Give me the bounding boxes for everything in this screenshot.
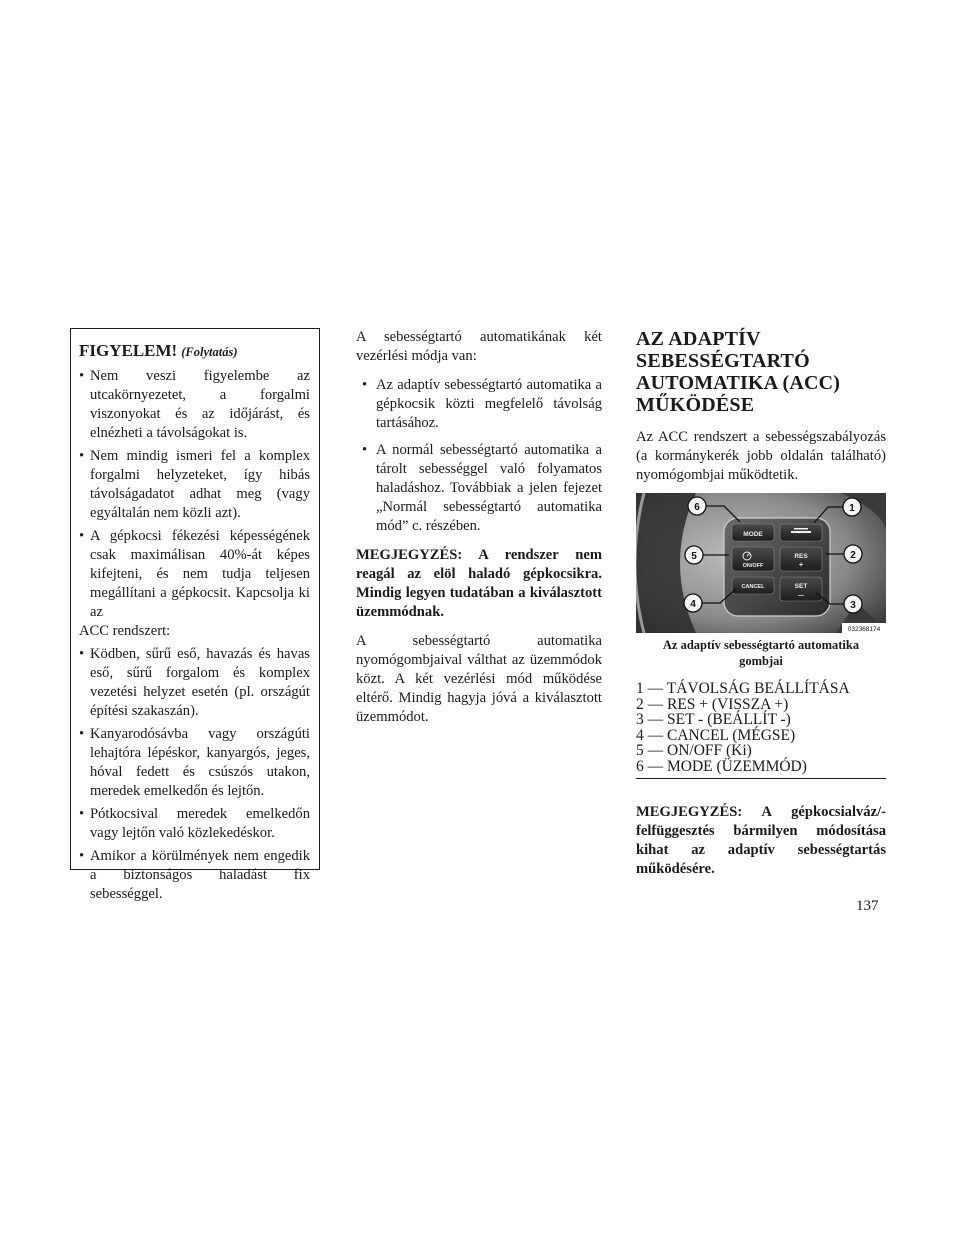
- warning-flush-line: ACC rendszert:: [79, 623, 171, 639]
- warning-title-text: FIGYELEM!: [79, 341, 178, 360]
- cancel-button-label: CANCEL: [741, 584, 765, 590]
- note-suspension: MEGJEGYZÉS: A gépkocsialváz/-felfüggesztés bármilyen módosítása kihat az adaptív sebességtartás működésére.: [636, 804, 886, 877]
- warning-box: [70, 328, 320, 902]
- legend-item: 5 — ON/OFF (Ki): [636, 742, 752, 759]
- list-item: • A gépkocsi fékezési képességének csak maximálisan 40%-át képes kifejteni, és nem tudja teljesen megállítani a gépkocsit. Kapcsolja ki az: [79, 528, 310, 620]
- warning-list-2: [79, 645, 310, 904]
- legend-item: 6 — MODE (ÜZEMMÓD): [636, 757, 807, 775]
- modes-list: [356, 376, 602, 536]
- button-legend: [636, 681, 886, 774]
- callout-6: 6: [694, 502, 700, 513]
- legend-item: 1 — TÁVOLSÁG BEÁLLÍTÁSA: [636, 680, 850, 697]
- section-heading: AZ ADAPTÍV SEBESSÉGTARTÓ AUTOMATIKA (ACC) MŰKÖDÉSE: [636, 328, 841, 416]
- list-item: • Az adaptív sebességtartó automatika a gépkocsik közti megfelelő távolság tartásához.: [362, 377, 602, 431]
- right-column: [636, 328, 886, 879]
- warning-continued: (Folytatás): [181, 345, 238, 359]
- legend-item: 4 — CANCEL (MÉGSE): [636, 726, 796, 744]
- list-item: • Kanyarodósávba vagy országúti lehajtóra lépéskor, kanyargós, jeges, hóval fedett és csúszós utakon, meredek emelkedőn és lejtőn.: [79, 726, 310, 799]
- mode-button-label: MODE: [743, 531, 763, 538]
- list-item: • Amikor a körülmények nem engedik a biztonságos haladást fix sebességgel.: [79, 848, 310, 902]
- page-number: 137: [856, 898, 879, 914]
- legend-item: 2 — RES + (VISSZA +): [636, 695, 789, 713]
- list-item: • Ködben, sűrű eső, havazás és havas eső, sűrű forgalom és komplex vezetési helyzet esetén (pl. országút építési szakaszán).: [79, 646, 310, 719]
- warning-list: [79, 367, 310, 622]
- list-item: • Nem mindig ismeri fel a komplex forgalmi helyzeteket, így hibás távolságadatot adhat meg (vagy egyáltalán nem közli azt).: [79, 448, 310, 521]
- legend-item: 3 — SET - (BEÁLLÍT -): [636, 711, 791, 728]
- callout-4: 4: [690, 599, 696, 610]
- list-item: • A normál sebességtartó automatika a tárolt sebességgel való folyamatos haladáshoz. Továbbiak a jelen fejezet „Normál sebességtartó automatika mód” c. részében.: [362, 442, 602, 534]
- steering-wheel-illustration: [636, 493, 886, 633]
- list-item: • Pótkocsival meredek emelkedőn vagy lejtőn való közlekedéskor.: [79, 806, 310, 841]
- callout-3: 3: [850, 600, 856, 611]
- set-button-label: SET: [794, 583, 808, 590]
- switch-modes-paragraph: A sebességtartó automatika nyomógombjaival válthat az üzemmódok közt. A két vezérlési mód működése eltérő. Mindig hagyja jóvá a kiválasztott üzemmódot.: [356, 633, 602, 725]
- res-button-label: RES: [794, 553, 808, 560]
- warning-title: [79, 341, 310, 361]
- figure-code: 032368174: [847, 626, 881, 633]
- figure-caption: Az adaptív sebességtartó automatika gombjai: [662, 638, 860, 668]
- middle-column: [356, 328, 602, 727]
- note-vehicles: MEGJEGYZÉS: A rendszer nem reagál az elöl haladó gépkocsikra. Mindig legyen tudatában a kiválasztott üzemmódnak.: [356, 547, 602, 620]
- steering-buttons-figure: [636, 493, 886, 633]
- onoff-button-label: ON/OFF: [742, 563, 764, 569]
- modes-intro: A sebességtartó automatikának két vezérlési módja van:: [356, 329, 602, 364]
- acc-intro: Az ACC rendszert a sebességszabályozás (a kormánykerék jobb oldalán található) nyomógombjai működtetik.: [636, 429, 886, 483]
- set-minus-sign: —: [798, 593, 804, 599]
- res-plus-sign: +: [798, 562, 804, 569]
- callout-1: 1: [849, 503, 855, 514]
- list-item: • Nem veszi figyelembe az utcakörnyezetet, a forgalmi viszonyokat és az időjárást, és elnézheti a távolságokat is.: [79, 368, 310, 441]
- warning-column: [70, 328, 320, 902]
- legend-divider: [636, 778, 886, 779]
- callout-5: 5: [691, 551, 697, 562]
- callout-2: 2: [850, 550, 856, 561]
